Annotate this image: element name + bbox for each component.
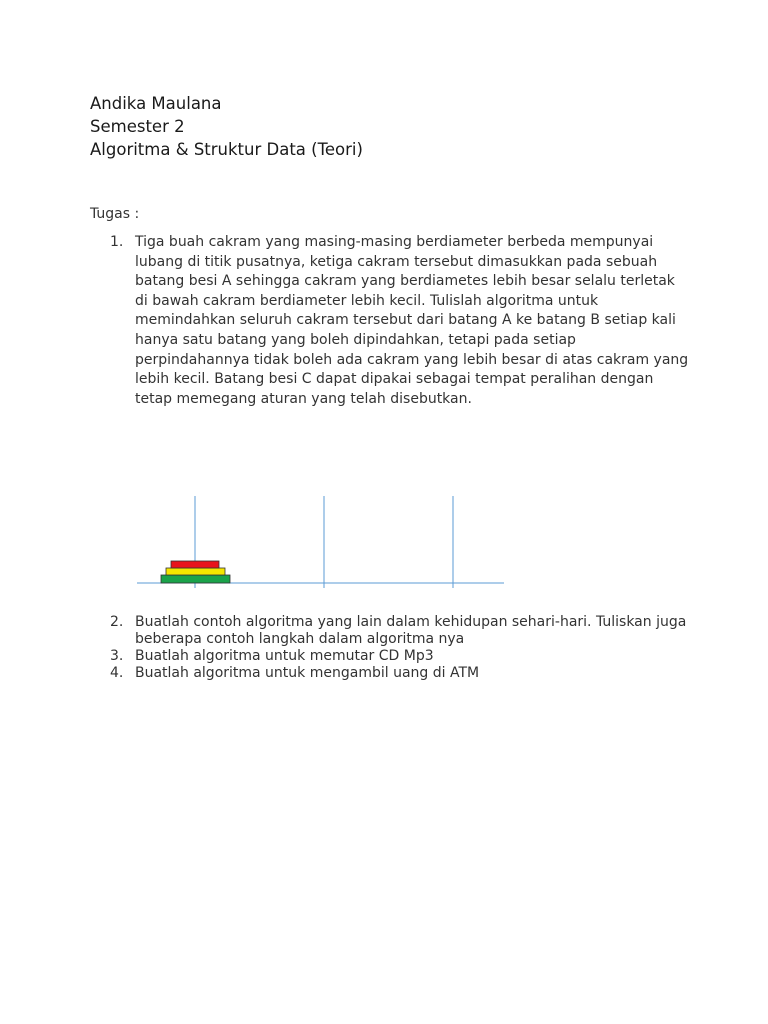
task-list-part-2 [110, 614, 690, 682]
semester-label: Semester 2 [90, 117, 185, 136]
list-number: 4. [110, 665, 124, 681]
list-item-2 [110, 614, 690, 648]
list-number: 3. [110, 648, 124, 664]
list-item-text: Tiga buah cakram yang masing-masing berdiameter berbeda mempunyai lubang di titik pusatnya, ketiga cakram tersebut dimasukkan pada sebuah batang besi A sehingga cakram yang berdiametes lebih besar selalu terletak di bawah cakram berdiameter lebih kecil. Tulislah algoritma untuk memindahkan seluruh cakram tersebut dari batang A ke batang B setiap kali hanya satu batang yang boleh dipindahkan, tetapi pada setiap perpindahannya tidak boleh ada cakram yang lebih besar di atas cakram yang lebih kecil. Batang besi C dapat dipakai sebagai tempat peralihan dengan tetap memegang aturan yang telah disebutkan. [135, 234, 689, 407]
list-item-4 [110, 665, 690, 682]
tugas-label: Tugas : [90, 206, 140, 222]
task-list-part-1 [110, 233, 690, 409]
disk-bottom [161, 575, 230, 583]
disk-top [171, 561, 219, 568]
author-name: Andika Maulana [90, 94, 222, 113]
tower-of-hanoi-diagram [135, 494, 507, 590]
list-number: 2. [110, 614, 124, 630]
disk-middle [166, 568, 225, 575]
list-item-text: Buatlah contoh algoritma yang lain dalam kehidupan sehari-hari. Tuliskan juga beberapa contoh langkah dalam algoritma nya [135, 614, 687, 647]
document-header [90, 92, 363, 161]
list-item-1 [110, 233, 690, 409]
list-item-text: Buatlah algoritma untuk mengambil uang di ATM [135, 665, 480, 681]
list-number: 1. [110, 234, 124, 250]
list-item-text: Buatlah algoritma untuk memutar CD Mp3 [135, 648, 434, 664]
list-item-3 [110, 648, 690, 665]
course-title: Algoritma & Struktur Data (Teori) [90, 140, 363, 159]
